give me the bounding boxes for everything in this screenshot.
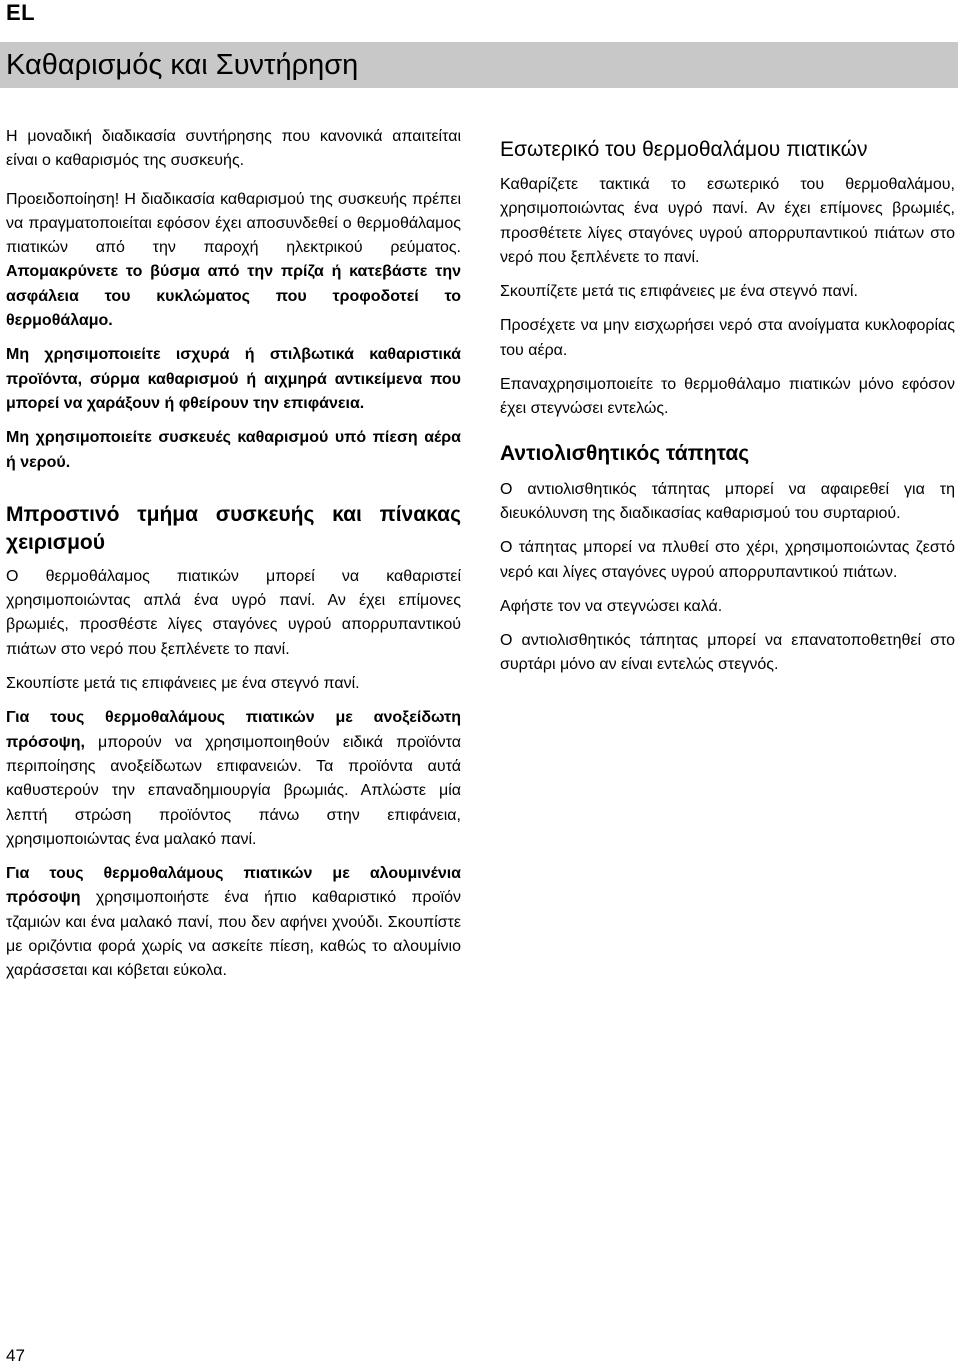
anti-slip-mat-heading: Αντιολισθητικός τάπητας — [500, 441, 750, 465]
mat-dry-paragraph: Αφήστε τον να στεγνώσει καλά. — [500, 597, 723, 615]
stainless-front-paragraph — [6, 706, 461, 852]
warning-bold-text: Απομακρύνετε το βύσμα από την πρίζα ή κατεβάστε την ασφάλεια του κυκλώματος που τροφοδοτεί το θερμοθάλαμο. — [6, 263, 461, 330]
front-cleaning-paragraph: Ο θερμοθάλαμος πιατικών μπορεί να καθαριστεί χρησιμοποιώντας απλά ένα υγρό πανί. Αν έχει επίμονες βρωμιές, προσθέστε λίγες σταγόνες υγρού απορρυπαντικού πιάτων στο νερό που ξεπλένετε το πανί. — [6, 567, 461, 658]
air-vents-paragraph: Προσέχετε να μην εισχωρήσει νερό στα ανοίγματα κυκλοφορίας του αέρα. — [500, 317, 955, 359]
front-dry-paragraph: Σκουπίστε μετά τις επιφάνειες με ένα στεγνό πανί. — [6, 675, 360, 693]
left-column — [6, 125, 461, 994]
no-pressure-cleaner-paragraph: Μη χρησιμοποιείτε συσκευές καθαρισμού υπό πίεση αέρα ή νερού. — [6, 429, 461, 471]
warning-text: Προειδοποίηση! Η διαδικασία καθαρισμού της συσκευής πρέπει να πραγματοποιείται εφόσον έχει αποσυνδεθεί ο θερμοθάλαμος πιατικών από την παροχή ηλεκτρικού ρεύματος. — [6, 190, 461, 257]
stainless-front-text: μπορούν να χρησιμοποιηθούν ειδικά προϊόντα περιποίησης ανοξείδωτων επιφανειών. Τα προϊόντα αυτά καθυστερούν την επαναδημιουργία βρωμιάς. Απλώστε μία λεπτή στρώση προϊόντος πάνω στην επιφάνεια, χρησιμοποιώντας ένα μαλακό πανί. — [6, 733, 461, 848]
interior-dry-paragraph: Σκουπίζετε μετά τις επιφάνειες με ένα στεγνό πανί. — [500, 283, 858, 301]
right-column — [500, 137, 955, 688]
mat-wash-paragraph: Ο τάπητας μπορεί να πλυθεί στο χέρι, χρησιμοποιώντας ζεστό νερό και λίγες σταγόνες υγρού απορρυπαντικού πιάτων. — [500, 539, 955, 581]
page-number: 47 — [6, 1346, 25, 1365]
intro-paragraph: Η μοναδική διαδικασία συντήρησης που κανονικά απαιτείται είναι ο καθαρισμός της συσκευής. — [6, 128, 461, 170]
aluminium-front-bold: Για τους θερμοθαλάμους πιατικών με αλουμινένια πρόσοψη — [6, 865, 461, 907]
stainless-front-bold: Για τους θερμοθαλάμους πιατικών με ανοξείδωτη πρόσοψη, — [6, 709, 461, 751]
aluminium-front-paragraph — [6, 862, 461, 983]
page-title: Καθαρισμός και Συντήρηση — [6, 49, 359, 81]
warning-paragraph — [6, 188, 461, 334]
mat-remove-paragraph: Ο αντιολισθητικός τάπητας μπορεί να αφαιρεθεί για τη διευκόλυνση της διαδικασίας καθαρισμού του συρταριού. — [500, 480, 955, 522]
no-abrasives-paragraph: Μη χρησιμοποιείτε ισχυρά ή στιλβωτικά καθαριστικά προϊόντα, σύρμα καθαρισμού ή αιχμηρά αντικείμενα που μπορεί να χαράξουν ή φθείρουν την επιφάνεια. — [6, 346, 461, 412]
mat-refit-paragraph: Ο αντιολισθητικός τάπητας μπορεί να επανατοποθετηθεί στο συρτάρι μόνο αν είναι εντελώς στεγνός. — [500, 632, 955, 674]
aluminium-front-text: χρησιμοποιήστε ένα ήπιο καθαριστικό προϊόν τζαμιών και ένα μαλακό πανί, που δεν αφήνει χνούδι. Σκουπίστε με οριζόντια φορά χωρίς να ασκείτε πίεση, καθώς το αλουμίνιο χαράσσεται και κόβεται εύκολα. — [6, 889, 461, 980]
reuse-paragraph: Επαναχρησιμοποιείτε το θερμοθάλαμο πιατικών μόνο εφόσον έχει στεγνώσει εντελώς. — [500, 376, 955, 418]
language-code: EL — [6, 0, 36, 25]
section-title-bar — [0, 42, 958, 88]
interior-cleaning-paragraph: Καθαρίζετε τακτικά το εσωτερικό του θερμοθαλάμου, χρησιμοποιώντας ένα υγρό πανί. Αν έχει επίμονες βρωμιές, προσθέτετε λίγες σταγόνες υγρού απορρυπαντικού πιάτων στο νερό που ξεπλένετε το πανί. — [500, 176, 955, 266]
interior-heading: Εσωτερικό του θερμοθαλάμου πιατικών — [500, 138, 868, 161]
front-panel-heading: Μπροστινό τμήμα συσκευής και πίνακας χειρισμού — [6, 502, 461, 554]
